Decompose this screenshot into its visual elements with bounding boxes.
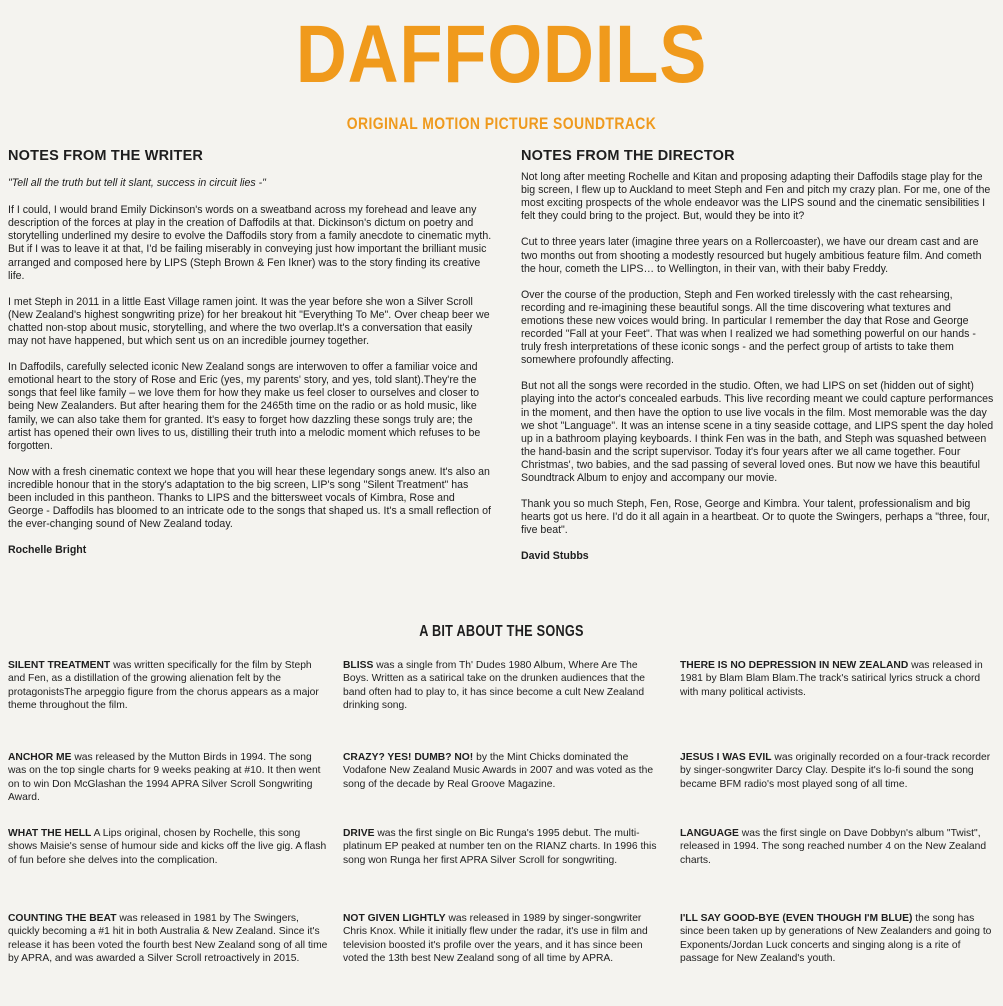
- writer-quote: "Tell all the truth but tell it slant, success in circuit lies -": [8, 177, 266, 190]
- song-entry: [343, 751, 665, 791]
- song-entry: [680, 912, 998, 966]
- writer-heading: NOTES FROM THE WRITER: [8, 148, 204, 164]
- song-description: was released in 1989 by singer-songwriter Chris Knox. While it initially flew under the radar, it's use in film and television boosted it's profile over the years, and it has since been voted the 13th best New Zealand song of all time by APRA.: [343, 913, 648, 965]
- director-paragraph: Thank you so much Steph, Fen, Rose, George and Kimbra. Your talent, professionalism and big hearts got us here. I'd do it all again in a heartbeat. Or to quote the Swingers, perhaps a "three, four, five beat".: [521, 498, 990, 537]
- song-description: was released in 1981 by Blam Blam Blam.The track's satirical lyrics struck a chord with many political activists.: [680, 660, 983, 698]
- song-title: LANGUAGE: [680, 828, 739, 839]
- song-description: the song has since been taken up by generations of New Zealanders and going to Exponents/Jordan Luck concerts and singing along is a rite of passage for New Zealand's youth.: [680, 913, 992, 965]
- writer-signature: Rochelle Bright: [8, 544, 87, 557]
- song-description: was released in 1981 by The Swingers, quickly becoming a #1 hit in both Australia & New Zealand. Since it's release it has been voted the fourth best New Zealand song of all time by APRA, and was awarded a Silver Scroll retroactively in 2015.: [8, 913, 328, 965]
- song-entry: [343, 912, 665, 966]
- song-title: JESUS I WAS EVIL: [680, 752, 772, 763]
- song-description: was released by the Mutton Birds in 1994. The song was on the top single charts for 9 weeks peaking at #10. It then went on to win Don McGlashan the 1994 APRA Silver Scroll Songwriting Award.: [8, 752, 321, 804]
- director-paragraph: Over the course of the production, Steph and Fen worked tirelessly with the cast rehearsing, recording and re-imagining these beautiful songs. All the time discovering what textures and emotions these new voices would bring. In particular I remember the day that Rose and George recorded "Fall at your Feet". That was when I realized we had something powerful on our hands - truly fresh interpretations of these iconic songs - and the perfect group of artists to take them somewhere profoundly affecting.: [521, 288, 976, 367]
- song-entry: [343, 827, 665, 867]
- writer-paragraph: Now with a fresh cinematic context we hope that you will hear these legendary songs anew. It's also an incredible honour that in the story's adaptation to the big screen, LIP's song "Silent Treatment" has been included in this pantheon. Thanks to LIPS and the bittersweet vocals of Kimbra, Rose and George - Daffodils has bloomed to an intricate ode to the songs that shaped us. It's a small reflection of the ever-changing sound of New Zealand today.: [8, 465, 491, 531]
- song-title: NOT GIVEN LIGHTLY: [343, 913, 446, 924]
- director-heading: NOTES FROM THE DIRECTOR: [521, 148, 735, 164]
- song-entry: [8, 751, 330, 805]
- song-entry: [8, 659, 330, 713]
- writer-notes: [8, 150, 493, 570]
- song-entry: [680, 659, 998, 699]
- song-entry: [680, 751, 998, 791]
- director-notes: [521, 150, 996, 576]
- song-title: ANCHOR ME: [8, 752, 72, 763]
- song-entry: [343, 659, 665, 713]
- song-description: was a single from Th' Dudes 1980 Album, Where Are The Boys. Written as a satirical take on the drunken audiences that the band often had to play to, it has since become a cult New Zealand drinking song.: [343, 660, 646, 712]
- writer-paragraph: In Daffodils, carefully selected iconic New Zealand songs are interwoven to offer a familiar voice and emotional heart to the story of Rose and Eric (yes, my parents' story, and yes, told slant).They're the songs that feel like family – we love them for how they make us feel closer to ourselves and closer to being New Zealanders. But after hearing them for the 2465th time on the radio or as hold music, like family, we can also take them for granted. It's easy to forget how dazzling these songs truly are; the artist has opened their own lives to us, distilling their truth into a melodic moment which refuses to be forgotten.: [8, 361, 481, 452]
- song-description: was the first single on Dave Dobbyn's album "Twist", released in 1994. The song reached number 4 on the New Zealand charts.: [680, 828, 987, 866]
- song-entry: [680, 827, 998, 867]
- director-paragraph: But not all the songs were recorded in the studio. Often, we had LIPS on set (hidden out of sight) playing into the actor's concealed earbuds. This live recording meant we could capture performances in the moment, and then have the option to use live vocals in the film. Most memorable was the day we shot "Language". It was an intense scene in a tiny seaside cottage, and LIPS spent the day holed up in a bathroom playing keyboards. I think Fen was in the bath, and Steph was squashed between the hand-basin and the script supervisor. Today it's four years after we all came together. Four Christmas', two babies, and the sad passing of several loved ones. But now we have this beautiful Soundtrack Album to enjoy and accompany our movie.: [521, 380, 994, 484]
- album-title: DAFFODILS: [295, 9, 708, 100]
- songs-heading: A BIT ABOUT THE SONGS: [419, 623, 584, 640]
- song-description: was written specifically for the film by Steph and Fen, as a distillation of the growing alienation felt by the protagonistsThe arpeggio figure from the chorus appears as a major theme throughout the film.: [8, 660, 319, 712]
- director-paragraph: Cut to three years later (imagine three years on a Rollercoaster), we have our dream cast and are two months out from shooting a modestly resourced but hugely ambitious feature film. And cometh the hour, cometh the LIPS… to Wellington, in their van, with their baby Freddy.: [521, 236, 982, 275]
- song-description: was the first single on Bic Runga's 1995 debut. The multi-platinum EP peaked at number ten on the RIANZ charts. In 1996 this song won Runga her first APRA Silver Scroll for songwriting.: [343, 828, 657, 866]
- song-entry: [8, 912, 330, 966]
- director-signature: David Stubbs: [521, 550, 589, 563]
- song-description: A Lips original, chosen by Rochelle, this song shows Maisie's sense of humour side and kicks off the live gig. A flash of fun before she delves into the complication.: [8, 828, 327, 866]
- writer-paragraph: If I could, I would brand Emily Dickinson's words on a sweatband across my forehead and leave any description of the forces at play in the creation of Daffodils at that. Dickinson's dictum on poetry and storytelling underlined my desire to evolve the Daffodils story from a family anecdote to cinematic myth. But if I was to leave it at that, I'd be failing miserably in conveying just how important the brilliant music arranged and composed here by LIPS (Steph Brown & Fen Ikner) was to the story finding its creative life.: [8, 204, 492, 282]
- song-description: by the Mint Chicks dominated the Vodafone New Zealand Music Awards in 2007 and was voted as the song of the decade by Real Groove Magazine.: [343, 752, 654, 790]
- song-title: BLISS: [343, 660, 374, 671]
- song-description: was originally recorded on a four-track recorder by singer-songwriter Darcy Clay. Despite it's lo-fi sound the song became BFM radio's most played song of all time.: [680, 752, 991, 790]
- song-entry: [8, 827, 330, 867]
- song-title: I'LL SAY GOOD-BYE (EVEN THOUGH I'M BLUE): [680, 913, 913, 924]
- writer-paragraph: I met Steph in 2011 in a little East Village ramen joint. It was the year before she won a Silver Scroll (New Zealand's highest songwriting prize) for her breakout hit "Everything To Me". Over cheap beer we chatted non-stop about music, storytelling, and where the two overlap.It's a conversation that easily may not have happened, but which sent us on an incredible journey together.: [8, 295, 490, 348]
- song-title: THERE IS NO DEPRESSION IN NEW ZEALAND: [680, 660, 909, 671]
- song-title: DRIVE: [343, 828, 375, 839]
- director-paragraph: Not long after meeting Rochelle and Kitan and proposing adapting their Daffodils stage play for the big screen, I flew up to Auckland to meet Steph and Fen and pitch my crazy plan. For me, one of the most exciting prospects of the whole endeavor was the LIPS sound and the cinematic sensibilities I felt they could bring to the project. But, would they be into it?: [521, 171, 991, 223]
- album-subtitle: ORIGINAL MOTION PICTURE SOUNDTRACK: [346, 114, 657, 133]
- song-title: WHAT THE HELL: [8, 828, 92, 839]
- song-title: SILENT TREATMENT: [8, 660, 111, 671]
- song-title: COUNTING THE BEAT: [8, 913, 117, 924]
- song-title: CRAZY? YES! DUMB? NO!: [343, 752, 474, 763]
